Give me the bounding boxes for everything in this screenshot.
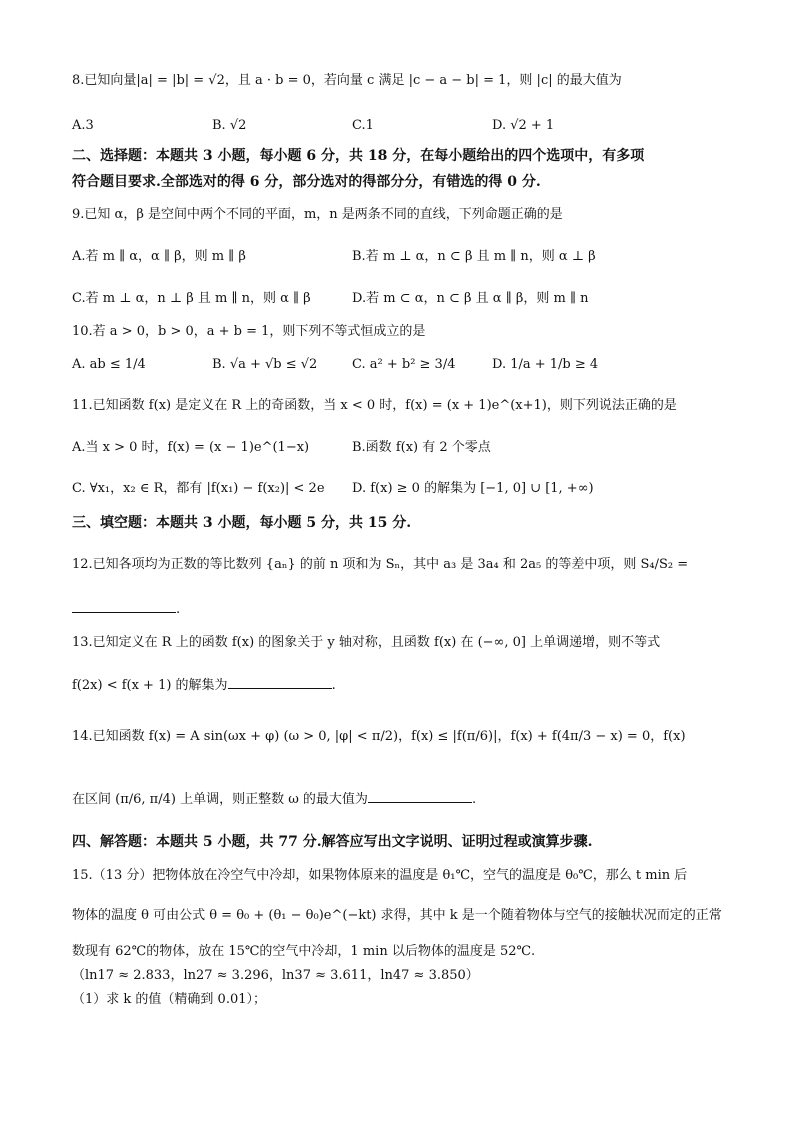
- q14-answer-blank: [368, 790, 472, 803]
- q12-stem: 12.已知各项均为正数的等比数列 {aₙ} 的前 n 项和为 Sₙ，其中 a₃ 是 3a₄ 和 2a₅ 的等差中项，则 S₄/S₂ =: [72, 557, 689, 572]
- q15-line3: 数现有 62℃的物体，放在 15℃的空气中冷却，1 min 以后物体的温度是 52℃.: [72, 944, 536, 959]
- q12-answer-blank: .: [72, 600, 180, 619]
- q8-option-a: A.3: [72, 118, 94, 133]
- q10-stem: 10.若 a > 0，b > 0，a + b = 1，则下列不等式恒成立的是: [72, 324, 426, 339]
- q14-line2: 在区间 (π/6, π/4) 上单调，则正整数 ω 的最大值为: [72, 792, 368, 807]
- q8-option-b: B. √2: [212, 118, 247, 133]
- q10-option-b: B. √a + √b ≤ √2: [212, 357, 318, 372]
- q11-stem: 11.已知函数 f(x) 是定义在 R 上的奇函数，当 x < 0 时，f(x) = (x + 1)e^(x+1)，则下列说法正确的是: [72, 398, 677, 413]
- q15-line5: （1）求 k 的值（精确到 0.01）；: [72, 992, 266, 1007]
- q14-line1: 14.已知函数 f(x) = A sin(ωx + φ) (ω > 0, |φ| < π/2)，f(x) ≤ |f(π/6)|，f(x) + f(4π/3 − x) = 0，f(x): [72, 729, 686, 744]
- q10-option-d: D. 1/a + 1/b ≥ 4: [492, 357, 599, 372]
- q11-option-c: C. ∀x₁，x₂ ∈ R，都有 |f(x₁) − f(x₂)| < 2e: [72, 481, 325, 496]
- q9-option-c: C.若 m ⊥ α，n ⊥ β 且 m ∥ n，则 α ∥ β: [72, 291, 311, 306]
- q9-stem: 9.已知 α，β 是空间中两个不同的平面，m，n 是两条不同的直线，下列命题正确的是: [72, 207, 563, 222]
- q10-option-a: A. ab ≤ 1/4: [72, 357, 146, 372]
- section4-heading: 四、解答题：本题共 5 小题，共 77 分.解答应写出文字说明、证明过程或演算步骤.: [72, 834, 593, 850]
- q15-line4: （ln17 ≈ 2.833，ln27 ≈ 3.296，ln37 ≈ 3.611，ln47 ≈ 3.850）: [72, 968, 479, 983]
- section2-heading-line1: 二、选择题：本题共 3 小题，每小题 6 分，共 18 分，在每小题给出的四个选项中，有多项: [72, 148, 645, 164]
- q8-option-d: D. √2 + 1: [492, 118, 555, 133]
- q11-option-d: D. f(x) ≥ 0 的解集为 [−1, 0] ∪ [1, +∞): [352, 481, 594, 496]
- q15-line1: 15.（13 分）把物体放在冷空气中冷却，如果物体原来的温度是 θ₁℃，空气的温度是 θ₀℃，那么 t min 后: [72, 868, 688, 883]
- q14-line2-wrap: 在区间 (π/6, π/4) 上单调，则正整数 ω 的最大值为 .: [72, 792, 477, 807]
- q11-option-b: B.函数 f(x) 有 2 个零点: [352, 440, 491, 455]
- q9-option-b: B.若 m ⊥ α，n ⊂ β 且 m ∥ n，则 α ⊥ β: [352, 249, 596, 264]
- q11-option-a: A.当 x > 0 时，f(x) = (x − 1)e^(1−x): [72, 440, 310, 455]
- section3-heading: 三、填空题：本题共 3 小题，每小题 5 分，共 15 分.: [72, 515, 412, 531]
- q8-option-c: C.1: [352, 118, 374, 133]
- q8-stem: 8.已知向量|a| = |b| = √2，且 a · b = 0，若向量 c 满足 |c − a − b| = 1，则 |c| 的最大值为: [72, 73, 622, 88]
- q15-line2: 物体的温度 θ 可由公式 θ = θ₀ + (θ₁ − θ₀)e^(−kt) 求得，其中 k 是一个随着物体与空气的接触状况而定的正常: [72, 908, 722, 923]
- q9-option-d: D.若 m ⊂ α，n ⊂ β 且 α ∥ β，则 m ∥ n: [352, 291, 589, 306]
- q13-line2: f(2x) < f(x + 1) 的解集为: [72, 678, 228, 693]
- q9-option-a: A.若 m ∥ α，α ∥ β，则 m ∥ β: [72, 249, 246, 264]
- q13-answer-blank: [228, 676, 332, 689]
- q13-line1: 13.已知定义在 R 上的函数 f(x) 的图象关于 y 轴对称，且函数 f(x) 在 (−∞, 0] 上单调递增，则不等式: [72, 635, 661, 650]
- q13-line2-wrap: f(2x) < f(x + 1) 的解集为 .: [72, 678, 336, 693]
- section2-heading-line2: 符合题目要求.全部选对的得 6 分，部分选对的得部分分，有错选的得 0 分.: [72, 174, 541, 190]
- q10-option-c: C. a² + b² ≥ 3/4: [352, 357, 456, 372]
